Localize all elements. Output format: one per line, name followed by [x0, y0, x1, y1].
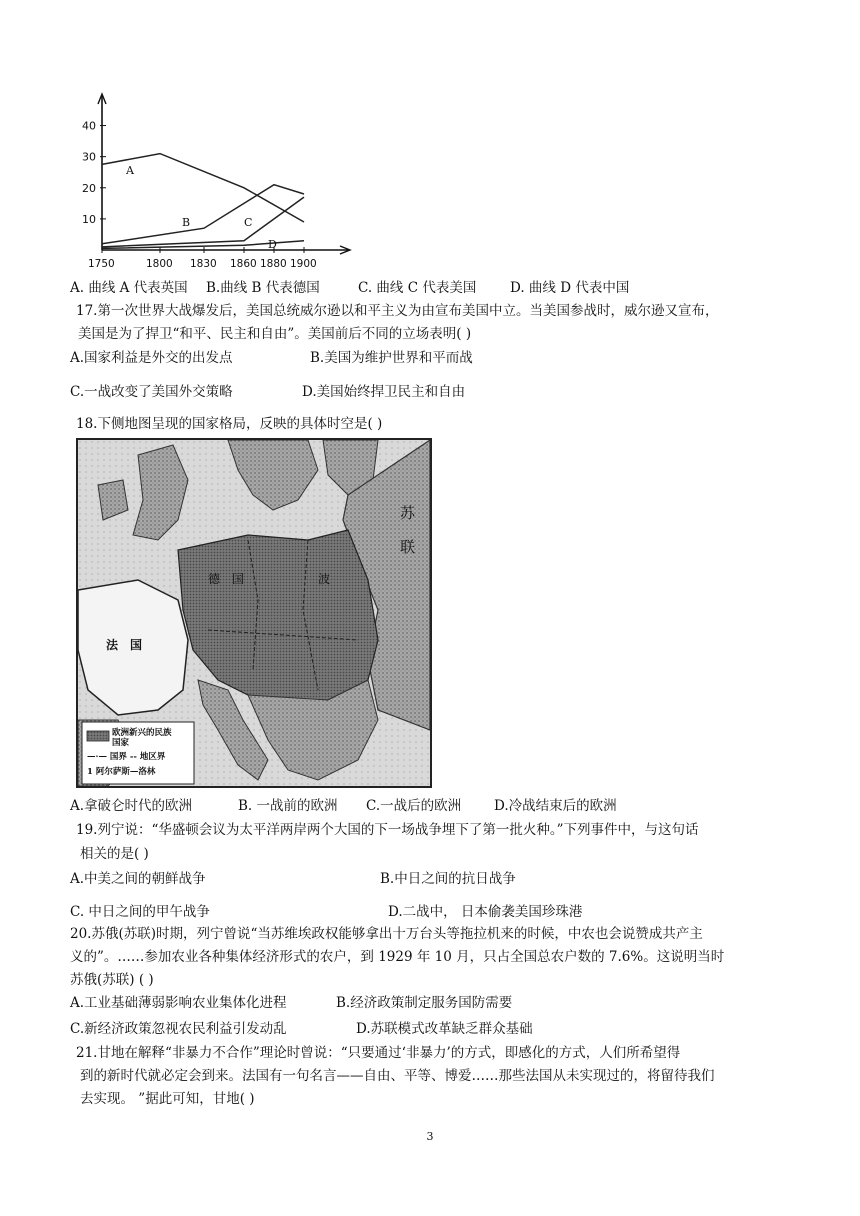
q19-option-c: C. 中日之间的甲午战争	[70, 904, 210, 920]
x-tick-label: 1900	[290, 258, 317, 270]
y-tick-label: 30	[82, 150, 96, 164]
q20-stem-line3: 苏俄(苏联) ( )	[70, 972, 154, 988]
series-label-d: D	[268, 238, 277, 251]
q20-stem-line1: 20.苏俄(苏联)时期，列宁曾说“当苏维埃政权能够拿出十万台头等拖拉机来的时候，中农也会说赞成共产主	[70, 926, 703, 942]
series-label-c: C	[244, 216, 253, 229]
q17-stem-line1: 17.第一次世界大战爆发后，美国总统威尔逊以和平主义为由宣布美国中立。当美国参战时，威尔逊又宣布，	[76, 303, 719, 319]
series-label-b: B	[182, 216, 191, 229]
page-number: 3	[426, 1130, 434, 1143]
q20-option-d: D.苏联模式改革缺乏群众基础	[356, 1021, 533, 1037]
q19-option-b: B.中日之间的抗日战争	[380, 871, 516, 887]
q18-option-b: B. 一战前的欧洲	[238, 798, 338, 814]
map-label-soviet-1: 苏	[400, 504, 416, 522]
q16-option-b: B.曲线 B 代表德国	[206, 280, 320, 296]
q21-stem-line3: 去实现。 ”据此可知，甘地( )	[80, 1091, 255, 1107]
series-line-b	[102, 185, 304, 244]
line-chart	[78, 92, 358, 274]
q17-option-d: D.美国始终捍卫民主和自由	[302, 384, 466, 400]
europe-map	[76, 438, 432, 788]
map-legend-borders: —·— 国界 -- 地区界	[87, 752, 166, 762]
q18-option-d: D.冷战结束后的欧洲	[494, 798, 617, 814]
q21-stem-line1: 21.甘地在解释“非暴力不合作”理论时曾说：“只要通过‘非暴力’的方式，即感化的方式，人们所希望得	[76, 1045, 681, 1061]
chart-axes	[98, 94, 350, 254]
q16-option-c: C. 曲线 C 代表美国	[358, 280, 477, 296]
map-legend-alsace: 1 阿尔萨斯—洛林	[87, 767, 156, 777]
x-tick-label: 1800	[146, 258, 173, 270]
chart-series	[102, 154, 304, 251]
q20-stem-line2: 义的”。……参加农业各种集体经济形式的农户，到 1929 年 10 月，只占全国总农户数的 7.6%。这说明当时	[70, 949, 725, 965]
series-label-a: A	[126, 164, 134, 177]
y-tick-label: 20	[82, 181, 96, 195]
map-legend-new-states: 欧洲新兴的民族	[112, 728, 172, 738]
q17-option-b: B.美国为维护世界和平而战	[310, 350, 473, 366]
map-label-poland: 波	[318, 572, 331, 586]
q16-option-d: D. 曲线 D 代表中国	[510, 280, 630, 296]
map-legend-new-states-2: 国家	[112, 738, 130, 748]
x-tick-label: 1750	[88, 258, 115, 270]
q18-stem: 18.下侧地图呈现的国家格局，反映的具体时空是( )	[76, 416, 383, 432]
q18-option-c: C.一战后的欧洲	[366, 798, 462, 814]
y-tick-label: 40	[82, 119, 96, 133]
q19-option-d: D.二战中， 日本偷袭美国珍珠港	[388, 904, 583, 920]
q21-stem-line2: 到的新时代就必定会到来。法国有一句名言——自由、平等、博爱……那些法国从未实现过的，将留待我们	[80, 1068, 715, 1084]
q18-option-a: A.拿破仑时代的欧洲	[70, 798, 193, 814]
y-tick-label: 10	[82, 212, 96, 226]
q16-option-a: A. 曲线 A 代表英国	[70, 280, 188, 296]
x-tick-label: 1880	[260, 258, 287, 270]
map-label-germany: 德 国	[208, 572, 245, 586]
q19-option-a: A.中美之间的朝鲜战争	[70, 871, 206, 887]
q19-stem-line2: 相关的是( )	[80, 846, 149, 862]
map-label-france: 法 国	[106, 638, 143, 652]
q17-option-c: C.一战改变了美国外交策略	[70, 384, 233, 400]
q20-option-a: A.工业基础薄弱影响农业集体化进程	[70, 995, 287, 1011]
q17-stem-line2: 美国是为了捍卫“和平、民主和自由”。美国前后不同的立场表明( )	[78, 326, 472, 342]
q19-stem-line1: 19.列宁说：“华盛顿会议为太平洋两岸两个大国的下一场战争埋下了第一批火种。”下列事件中，与这句话	[76, 822, 699, 838]
q17-option-a: A.国家利益是外交的出发点	[70, 350, 233, 366]
q20-option-b: B.经济政策制定服务国防需要	[336, 995, 513, 1011]
x-tick-label: 1860	[230, 258, 257, 270]
x-tick-label: 1830	[190, 258, 217, 270]
q20-option-c: C.新经济政策忽视农民利益引发动乱	[70, 1021, 287, 1037]
map-label-soviet-2: 联	[400, 538, 416, 556]
